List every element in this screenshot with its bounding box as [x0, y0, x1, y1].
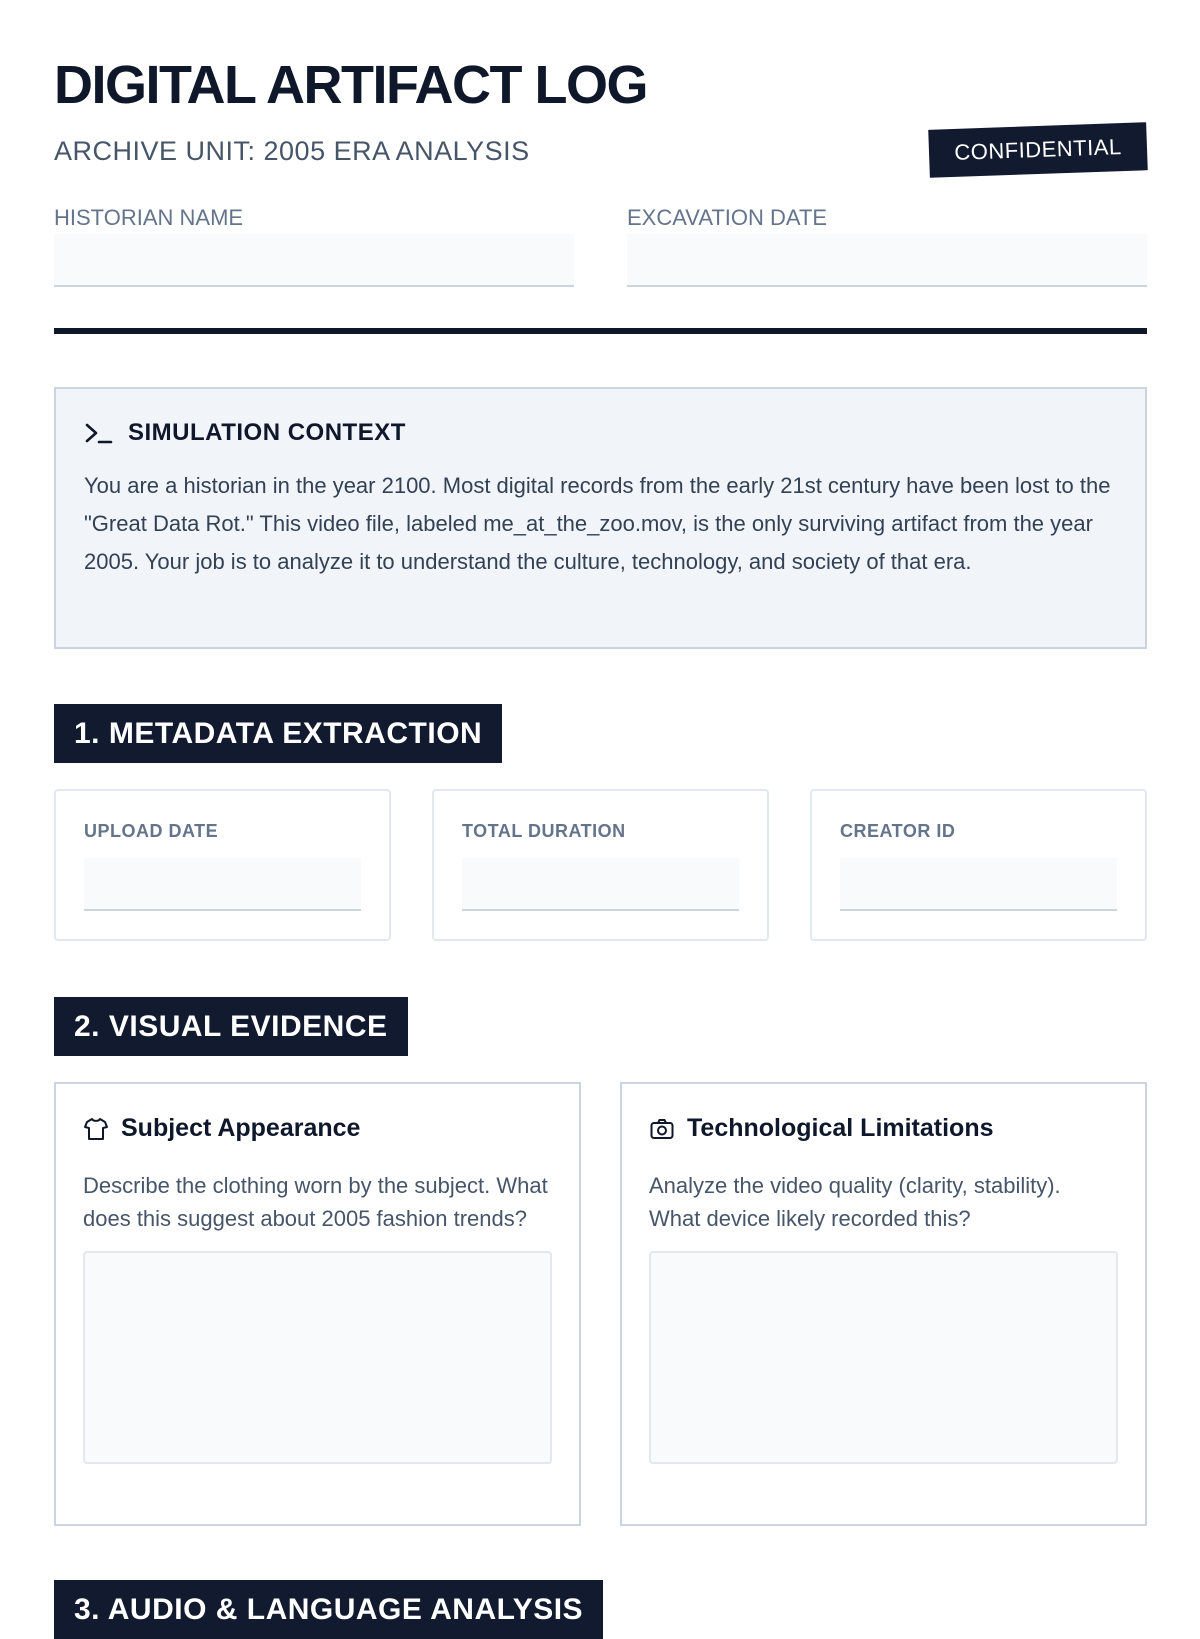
- total-duration-field[interactable]: [462, 858, 739, 911]
- creator-id-field[interactable]: [840, 858, 1117, 911]
- excavation-date-label: EXCAVATION DATE: [627, 205, 828, 230]
- subject-appearance-heading: [83, 1114, 552, 1143]
- shirt-icon: [83, 1116, 109, 1142]
- subject-appearance-answer[interactable]: [83, 1251, 552, 1464]
- metadata-card-creator-id: [810, 789, 1147, 941]
- upload-date-label: UPLOAD DATE: [84, 821, 219, 841]
- technological-limitations-answer[interactable]: [649, 1251, 1118, 1464]
- page-title: DIGITAL ARTIFACT LOG: [54, 55, 647, 115]
- technological-limitations-prompt: Analyze the video quality (clarity, stability). What device likely recorded this?: [649, 1173, 1061, 1231]
- historian-name-field[interactable]: [54, 234, 574, 287]
- evidence-card-technological-limitations: [620, 1082, 1147, 1526]
- section-heading-metadata: 1. METADATA EXTRACTION: [54, 704, 502, 763]
- upload-date-field[interactable]: [84, 858, 361, 911]
- historian-name-label: HISTORIAN NAME: [54, 205, 244, 230]
- camera-icon: [649, 1116, 675, 1142]
- subject-appearance-title: Subject Appearance: [121, 1114, 361, 1142]
- page-subtitle: ARCHIVE UNIT: 2005 ERA ANALYSIS: [54, 136, 530, 166]
- header-divider: [54, 328, 1147, 334]
- section-heading-audio-language: 3. AUDIO & LANGUAGE ANALYSIS: [54, 1580, 603, 1639]
- metadata-card-total-duration: [432, 789, 769, 941]
- confidential-stamp: CONFIDENTIAL: [928, 122, 1148, 178]
- technological-limitations-title: Technological Limitations: [687, 1114, 994, 1142]
- metadata-card-upload-date: [54, 789, 391, 941]
- terminal-icon: [84, 420, 114, 446]
- technological-limitations-heading: [649, 1114, 1118, 1143]
- simulation-context-box: [54, 387, 1147, 649]
- creator-id-label: CREATOR ID: [840, 821, 956, 841]
- context-heading: [84, 419, 1117, 447]
- section-heading-visual-evidence: 2. VISUAL EVIDENCE: [54, 997, 408, 1056]
- evidence-card-subject-appearance: [54, 1082, 581, 1526]
- context-title: SIMULATION CONTEXT: [128, 419, 406, 446]
- subject-appearance-prompt: Describe the clothing worn by the subject. What does this suggest about 2005 fashion trends?: [83, 1173, 548, 1231]
- excavation-date-field[interactable]: [627, 234, 1147, 287]
- total-duration-label: TOTAL DURATION: [462, 821, 626, 841]
- context-text: You are a historian in the year 2100. Most digital records from the early 21st century have been lost to the "Great Data Rot." This video file, labeled me_at_the_zoo.mov, is the only surviving artifact from the year 2005. Your job is to analyze it to understand the culture, technology, and society of that era.: [84, 473, 1111, 574]
